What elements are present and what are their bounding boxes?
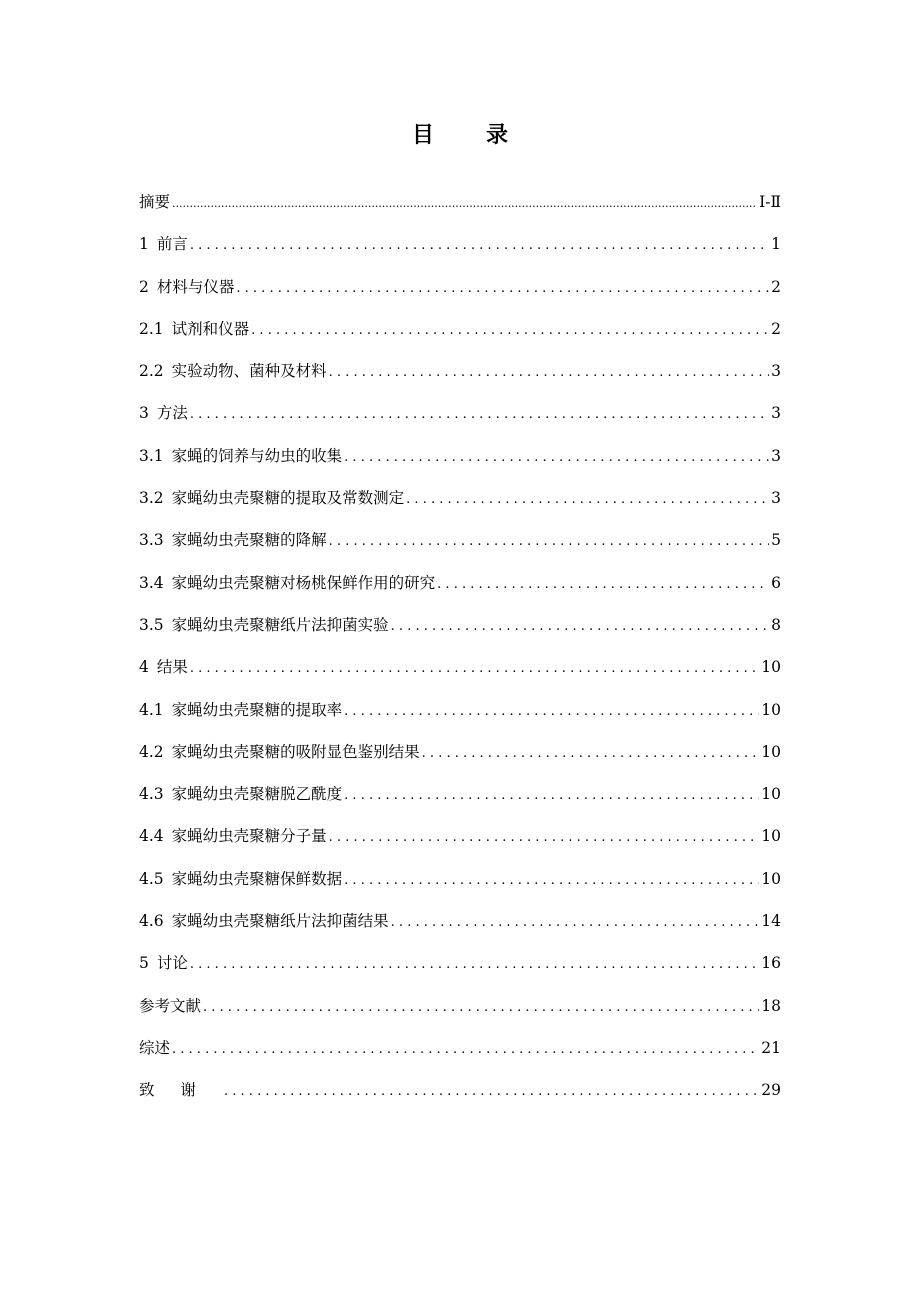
- toc-entry-label: 前言: [156, 235, 188, 254]
- toc-entry-3-1[interactable]: [139, 435, 781, 477]
- toc-section-number: 5: [139, 954, 149, 973]
- toc-section-number: 3.3: [139, 531, 164, 550]
- toc-dot-leader: [344, 775, 759, 817]
- toc-page-number: 29: [761, 1081, 781, 1100]
- toc-section-number: 2.2: [139, 362, 164, 381]
- toc-entry-label: 参考文献: [139, 996, 202, 1015]
- toc-entry-label: 致谢: [139, 1081, 223, 1100]
- toc-entry-4-3[interactable]: [139, 773, 781, 815]
- toc-dot-leader: [391, 606, 769, 648]
- toc-page-number: 3: [771, 489, 781, 508]
- toc-entry-label: 综述: [139, 1038, 171, 1057]
- toc-page-number: Ⅰ-Ⅱ: [759, 193, 781, 211]
- toc-section-number: 3.5: [139, 615, 164, 634]
- toc-entry-3-5[interactable]: [139, 604, 781, 646]
- toc-dot-leader: [437, 564, 769, 606]
- title-char-1: 目: [411, 122, 434, 148]
- toc-page-number: 21: [761, 1038, 781, 1057]
- toc-section-number: 3.2: [139, 489, 164, 508]
- toc-section-number: 3.4: [139, 573, 164, 592]
- toc-entry-4-5[interactable]: [139, 858, 781, 900]
- toc-dot-leader: [344, 860, 759, 902]
- toc-page-number: 2: [771, 319, 781, 338]
- toc-page-number: 1: [771, 235, 781, 254]
- toc-section-number: 2: [139, 277, 149, 296]
- table-of-contents: [139, 181, 781, 1112]
- toc-section-number: 4.2: [139, 742, 164, 761]
- toc-page-number: 3: [771, 362, 781, 381]
- toc-page-number: 3: [771, 404, 781, 423]
- toc-section-number: 1: [139, 235, 149, 254]
- toc-section-number: 4: [139, 658, 149, 677]
- toc-section-number: 4.3: [139, 785, 164, 804]
- toc-dot-leader: [329, 521, 769, 563]
- toc-dot-leader: [172, 183, 757, 225]
- toc-entry-label: 试剂和仪器: [171, 319, 250, 338]
- toc-entry-label: 家蝇幼虫壳聚糖的降解: [171, 531, 327, 550]
- toc-page-number: 6: [771, 573, 781, 592]
- toc-dot-leader: [406, 479, 769, 521]
- toc-entry-label: 家蝇幼虫壳聚糖纸片法抑菌结果: [171, 912, 389, 931]
- toc-section-number: 4.5: [139, 869, 164, 888]
- toc-entry-4-1[interactable]: [139, 689, 781, 731]
- toc-entry-4-2[interactable]: [139, 731, 781, 773]
- toc-entry-label: 方法: [156, 404, 188, 423]
- toc-entry-label: 家蝇幼虫壳聚糖对杨桃保鲜作用的研究: [171, 573, 436, 592]
- toc-entry-4-4[interactable]: [139, 815, 781, 857]
- toc-page-number: 10: [761, 742, 781, 761]
- toc-page-number: 16: [761, 954, 781, 973]
- toc-page-number: 10: [761, 827, 781, 846]
- toc-entry-label: 家蝇的饲养与幼虫的收集: [171, 446, 343, 465]
- toc-dot-leader: [329, 352, 769, 394]
- toc-entry-4[interactable]: [139, 646, 781, 688]
- toc-dot-leader: [203, 987, 759, 1029]
- toc-entry-review[interactable]: [139, 1027, 781, 1069]
- toc-page-number: 14: [761, 912, 781, 931]
- toc-dot-leader: [236, 268, 769, 310]
- toc-entry-label: 家蝇幼虫壳聚糖脱乙酰度: [171, 785, 343, 804]
- toc-entry-label: 结果: [156, 658, 188, 677]
- toc-entry-1[interactable]: [139, 223, 781, 265]
- toc-entry-label: 材料与仪器: [156, 277, 235, 296]
- toc-entry-2-1[interactable]: [139, 308, 781, 350]
- toc-dot-leader: [190, 225, 769, 267]
- toc-page-number: 5: [771, 531, 781, 550]
- toc-entry-3[interactable]: [139, 392, 781, 434]
- toc-entry-label: 家蝇幼虫壳聚糖纸片法抑菌实验: [171, 615, 389, 634]
- toc-entry-label: 家蝇幼虫壳聚糖的吸附显色鉴别结果: [171, 742, 420, 761]
- toc-section-number: 3: [139, 404, 149, 423]
- toc-entry-4-6[interactable]: [139, 900, 781, 942]
- toc-entry-2[interactable]: [139, 266, 781, 308]
- toc-dot-leader: [344, 691, 759, 733]
- toc-page-number: 2: [771, 277, 781, 296]
- toc-entry-5[interactable]: [139, 942, 781, 984]
- toc-dot-leader: [190, 648, 759, 690]
- toc-entry-2-2[interactable]: [139, 350, 781, 392]
- toc-page-number: 18: [761, 996, 781, 1015]
- toc-section-number: 4.1: [139, 700, 164, 719]
- toc-dot-leader: [391, 902, 760, 944]
- toc-dot-leader: [190, 944, 759, 986]
- toc-entry-acknowledgements[interactable]: [139, 1069, 781, 1111]
- toc-section-number: 4.4: [139, 827, 164, 846]
- toc-page-number: 8: [771, 615, 781, 634]
- toc-page-number: 3: [771, 446, 781, 465]
- toc-entry-abstract[interactable]: [139, 181, 781, 223]
- toc-dot-leader: [344, 437, 769, 479]
- toc-dot-leader: [251, 310, 769, 352]
- toc-entry-label: 家蝇幼虫壳聚糖的提取率: [171, 700, 343, 719]
- toc-page-number: 10: [761, 785, 781, 804]
- toc-entry-3-2[interactable]: [139, 477, 781, 519]
- title-char-2: 录: [486, 122, 509, 148]
- toc-section-number: 4.6: [139, 912, 164, 931]
- toc-dot-leader: [329, 817, 760, 859]
- toc-dot-leader: [422, 733, 760, 775]
- toc-page-number: 10: [761, 869, 781, 888]
- page-title: [0, 118, 920, 149]
- toc-entry-label: 实验动物、菌种及材料: [171, 362, 327, 381]
- toc-page-number: 10: [761, 658, 781, 677]
- toc-entry-3-4[interactable]: [139, 562, 781, 604]
- toc-entry-references[interactable]: [139, 985, 781, 1027]
- toc-entry-label: 家蝇幼虫壳聚糖保鲜数据: [171, 869, 343, 888]
- toc-entry-3-3[interactable]: [139, 519, 781, 561]
- toc-dot-leader: [224, 1071, 759, 1113]
- toc-dot-leader: [190, 394, 769, 436]
- toc-page-number: 10: [761, 700, 781, 719]
- toc-entry-label: 家蝇幼虫壳聚糖的提取及常数测定: [171, 489, 405, 508]
- toc-section-number: 3.1: [139, 446, 164, 465]
- toc-entry-label: 摘要: [139, 193, 171, 211]
- toc-entry-label: 家蝇幼虫壳聚糖分子量: [171, 827, 327, 846]
- toc-entry-label: 讨论: [156, 954, 188, 973]
- toc-dot-leader: [172, 1029, 759, 1071]
- toc-section-number: 2.1: [139, 319, 164, 338]
